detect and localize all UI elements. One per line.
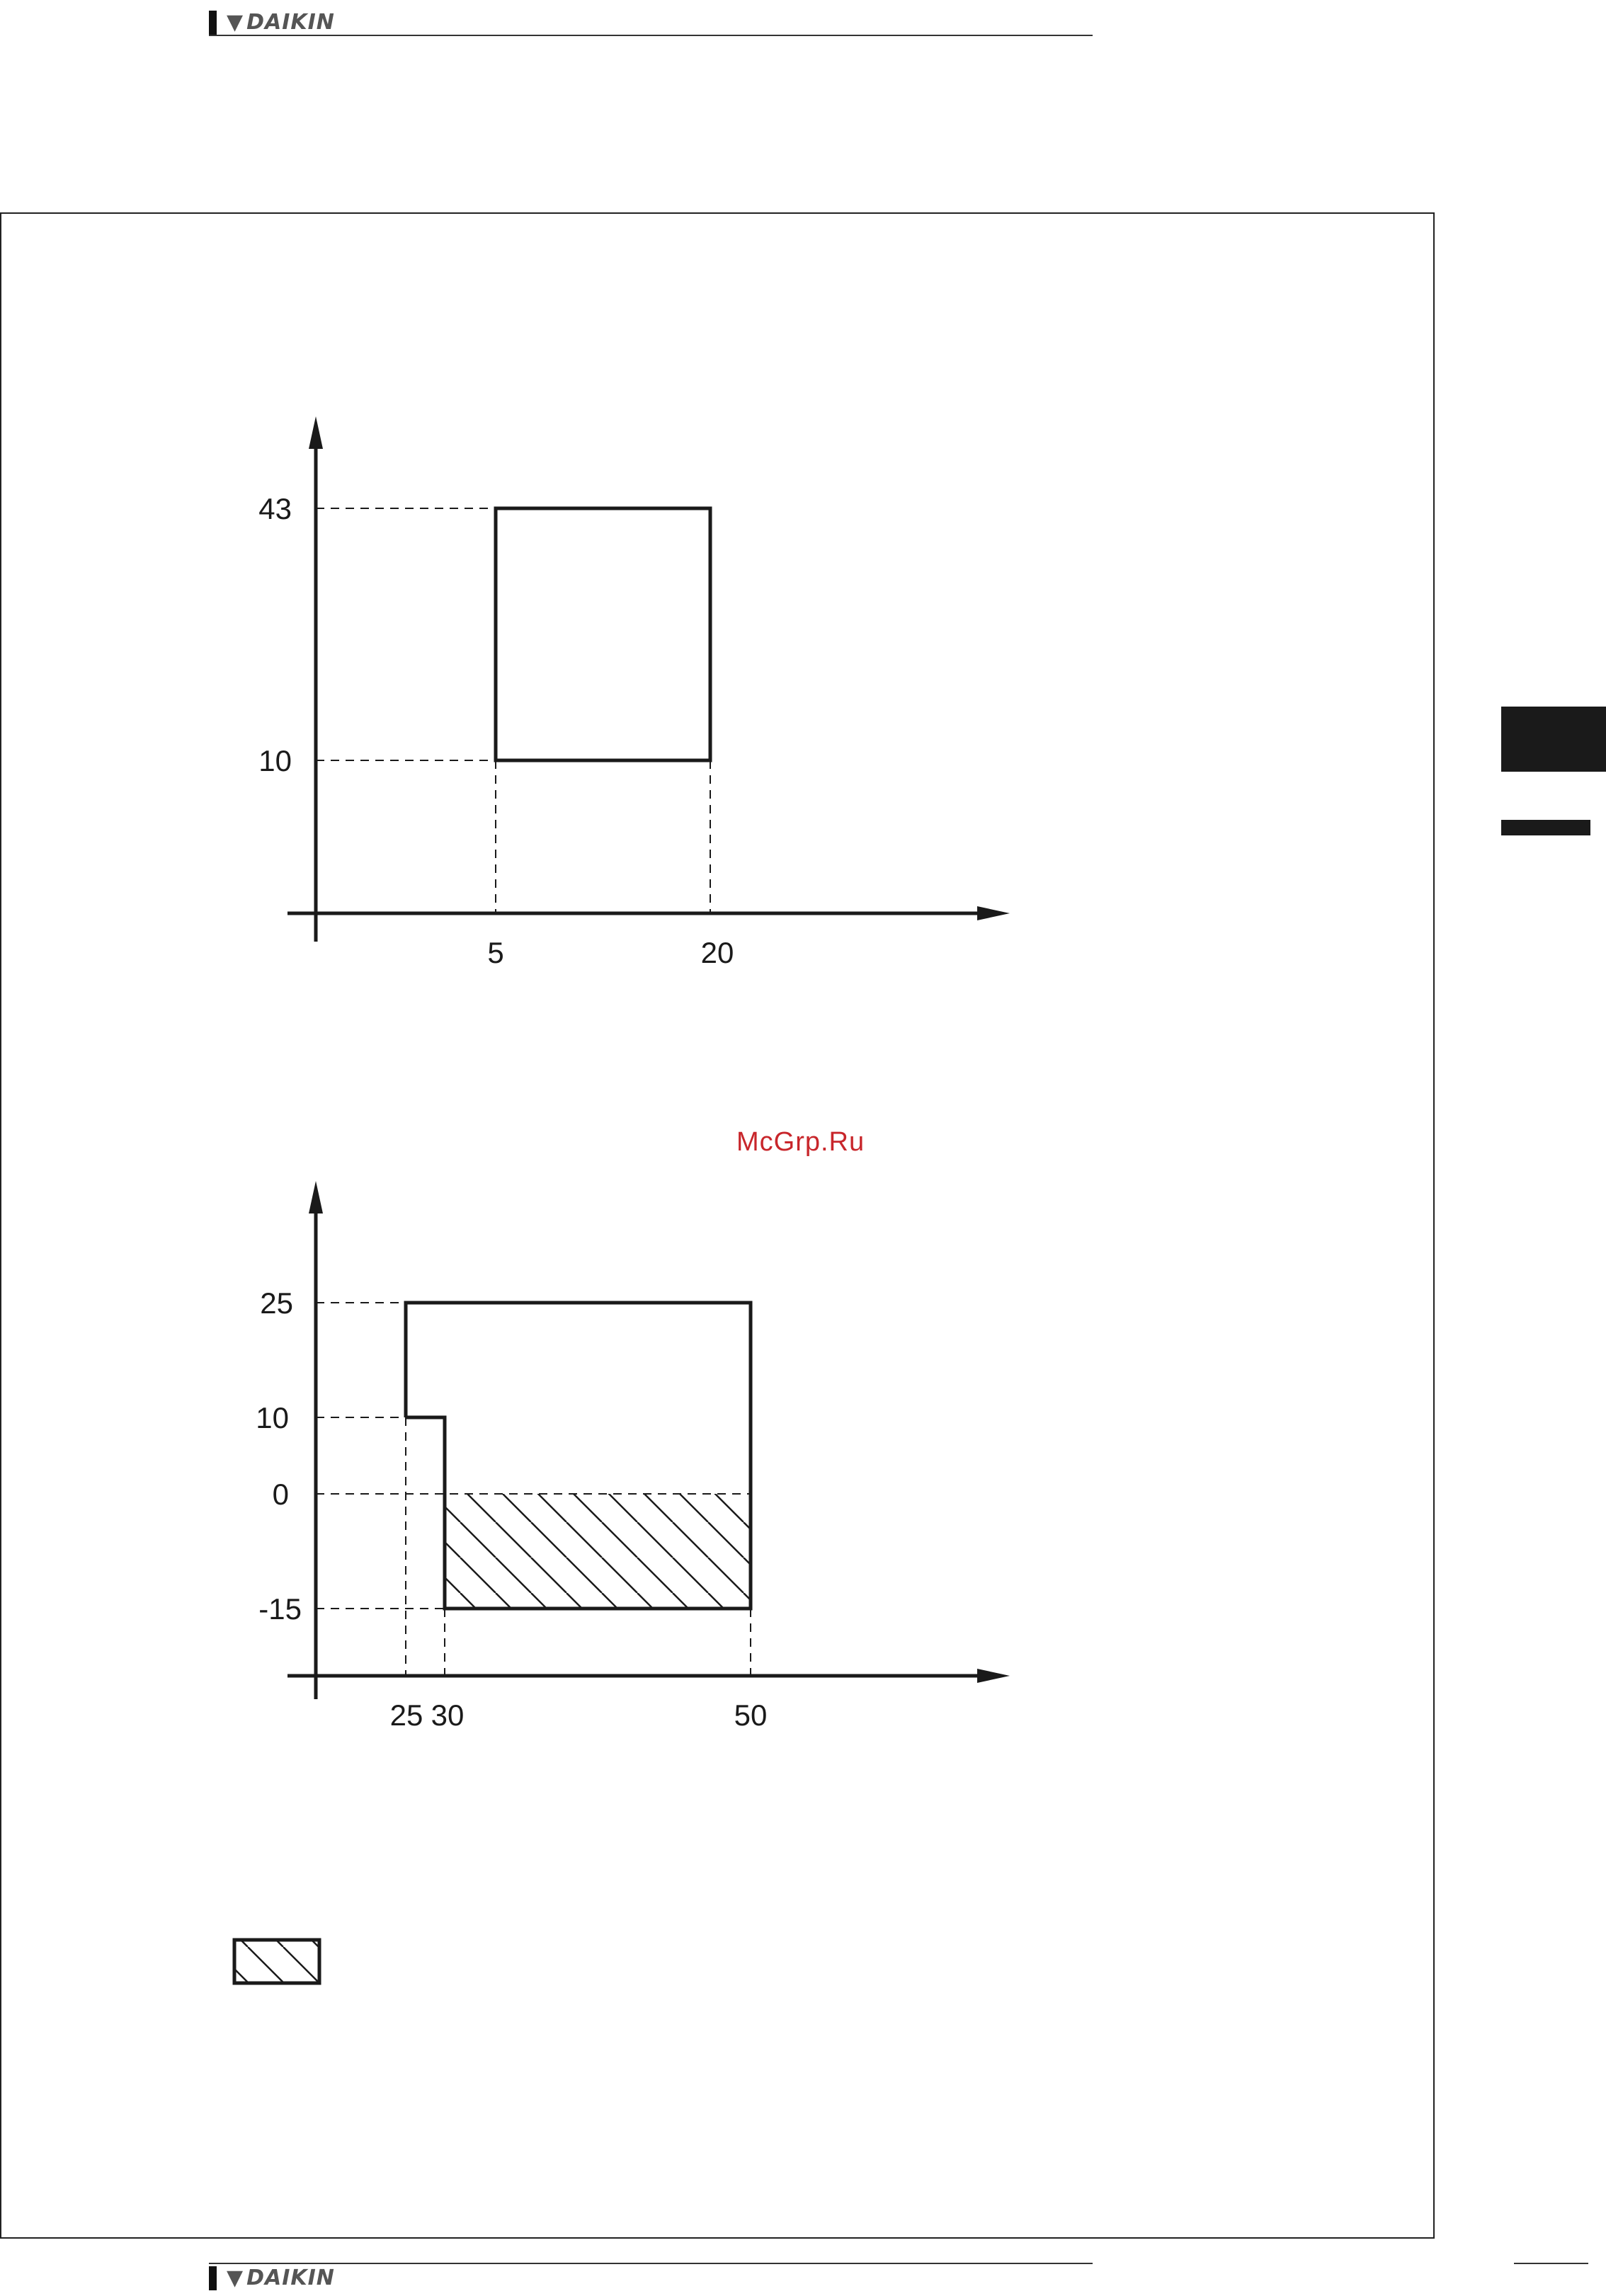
d1-x-tick-5: 5 bbox=[487, 936, 504, 969]
d1-x-tick-20: 20 bbox=[700, 936, 734, 969]
footer-brand bbox=[209, 2266, 335, 2290]
d1-y-tick-43: 43 bbox=[258, 492, 292, 525]
d2-y-tick-10: 10 bbox=[256, 1401, 289, 1434]
watermark: McGrp.Ru bbox=[736, 1127, 865, 1157]
d2-y-tick-25: 25 bbox=[260, 1286, 293, 1320]
d2-y-arrow bbox=[309, 1181, 323, 1213]
daikin-logo-icon: ▼ DAIKIN bbox=[227, 10, 335, 35]
brand-bar bbox=[209, 2266, 217, 2290]
d2-y-tick-minus-15: -15 bbox=[258, 1592, 302, 1626]
d2-hatched-area bbox=[445, 1494, 751, 1609]
footer-rule bbox=[209, 2263, 1093, 2264]
d2-x-tick-25: 25 bbox=[389, 1698, 423, 1732]
page-number-rule bbox=[1514, 2263, 1588, 2264]
daikin-logo-icon: ▼ DAIKIN bbox=[227, 2266, 335, 2290]
d2-x-arrow bbox=[977, 1669, 1010, 1683]
d2-y-tick-0: 0 bbox=[272, 1478, 289, 1511]
hatched-area-legend-icon bbox=[234, 1940, 319, 1983]
d2-x-tick-30: 30 bbox=[431, 1698, 465, 1732]
d2-x-tick-50: 50 bbox=[734, 1698, 768, 1732]
d1-y-tick-10: 10 bbox=[258, 744, 292, 777]
